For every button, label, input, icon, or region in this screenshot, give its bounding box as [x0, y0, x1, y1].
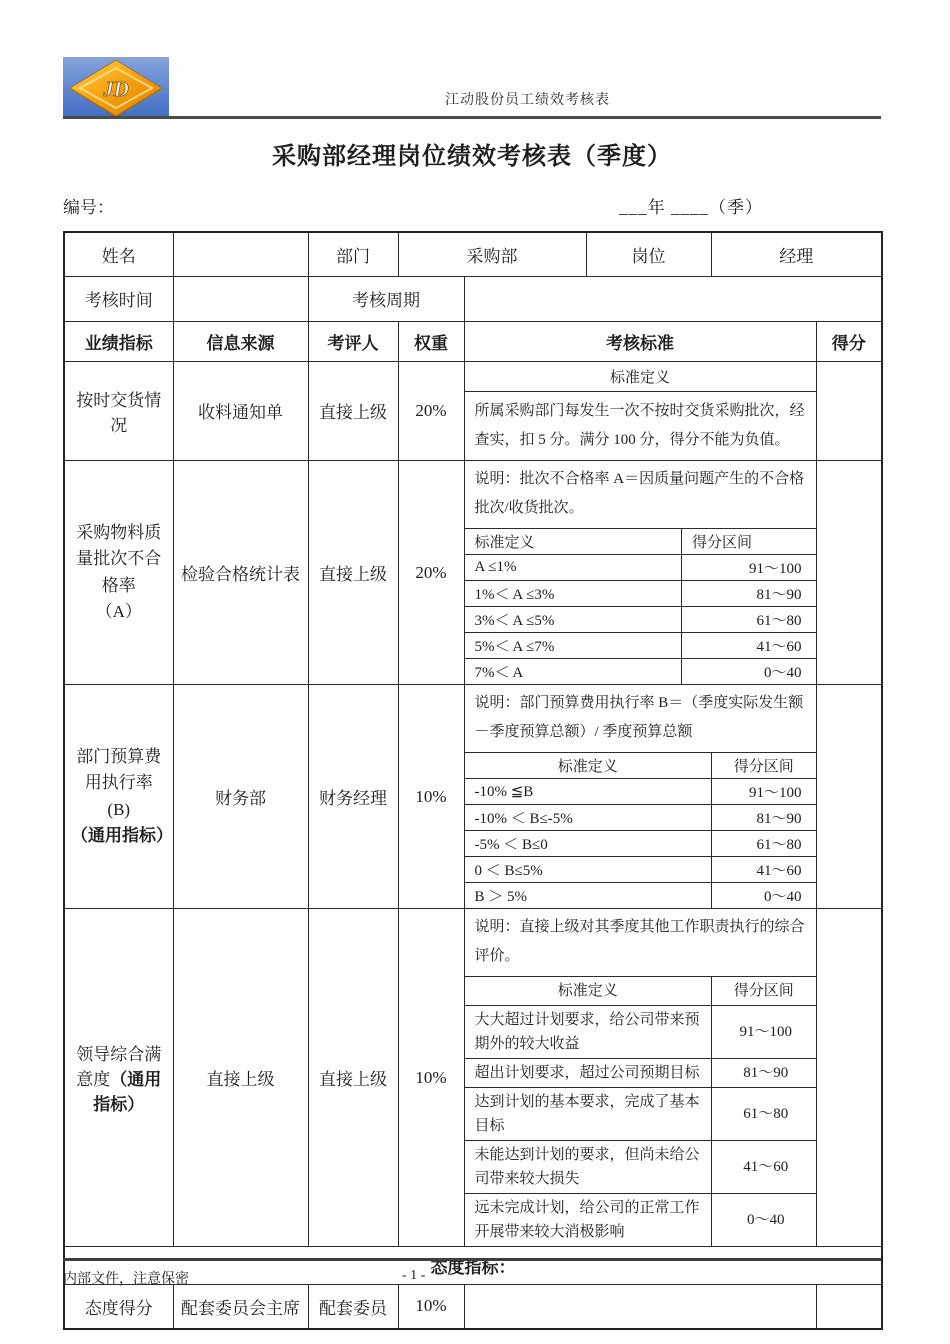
confidential-note: 内部文件，注意保密 — [63, 1272, 189, 1287]
indicator-name — [64, 685, 173, 909]
score-cell-blank[interactable] — [816, 1285, 882, 1329]
indicator-name-text: 领导综合满意度 — [76, 1045, 162, 1089]
indicator-row-delivery — [64, 361, 882, 461]
company-logo-icon — [63, 57, 169, 119]
subtable-row — [465, 555, 816, 581]
indicator-row-budget — [64, 685, 882, 909]
indicator-code: （A） — [95, 601, 142, 621]
dept-value: 采购部 — [398, 232, 586, 276]
indicator-standard — [464, 361, 816, 461]
indicator-name-text: 部门预算费用执行率 — [76, 746, 162, 793]
std-def-cell: -5% ＜ B≤0 — [465, 831, 712, 857]
indicator-row-quality — [64, 461, 882, 685]
info-row-1 — [64, 232, 882, 276]
year-quarter-blank[interactable]: ___年 ____（季） — [619, 198, 763, 217]
indicator-code: (B) — [107, 799, 131, 819]
svg-text:JD: JD — [103, 77, 129, 101]
attitude-section-label: 态度指标： — [64, 1247, 882, 1285]
std-def-header: 标准定义 — [474, 535, 535, 551]
score-range-cell: 91～100 — [682, 555, 816, 581]
subtable-row — [465, 857, 816, 883]
score-range-cell: 41～60 — [682, 633, 816, 659]
score-range-cell: 0～40 — [682, 659, 816, 685]
score-cell-blank[interactable] — [816, 685, 882, 909]
position-label: 岗位 — [586, 232, 711, 276]
std-def-cell: -10% ≦B — [465, 779, 712, 805]
attitude-evaluator: 配套委员 — [308, 1285, 398, 1329]
score-range-cell: 0～40 — [712, 1194, 816, 1247]
indicator-name-text: 采购物料质量批次不合格率 — [76, 522, 162, 595]
score-cell-blank[interactable] — [816, 361, 882, 461]
info-row-2 — [64, 276, 882, 321]
subtable-row — [465, 1059, 816, 1088]
attitude-weight: 10% — [398, 1285, 464, 1329]
attitude-row-label: 态度得分 — [64, 1285, 173, 1329]
std-def-cell: 达到计划的基本要求，完成了基本目标 — [465, 1088, 712, 1141]
std-def-cell: A ≤1% — [465, 555, 682, 581]
indicator-weight: 20% — [398, 361, 464, 461]
score-cell-blank[interactable] — [816, 461, 882, 685]
dept-label: 部门 — [308, 232, 398, 276]
subtable-row — [465, 1006, 816, 1059]
std-def-cell: 远未完成计划，给公司的正常工作开展带来较大消极影响 — [465, 1194, 712, 1247]
standard-note: 说明：批次不合格率 A＝因质量问题产生的不合格批次/收货批次。 — [465, 461, 816, 529]
attitude-standard-blank[interactable] — [464, 1285, 816, 1329]
subtable-header-row — [465, 529, 816, 555]
col-header-source: 信息来源 — [173, 321, 308, 361]
std-def-cell: 5%＜ A ≤7% — [465, 633, 682, 659]
subtable-row — [465, 633, 816, 659]
page-number: - 1 - — [402, 1268, 426, 1283]
col-header-score: 得分 — [816, 321, 882, 361]
indicator-source: 直接上级 — [173, 909, 308, 1247]
indicator-evaluator: 财务经理 — [308, 685, 398, 909]
subtable-row — [465, 779, 816, 805]
score-range-cell: 81～90 — [712, 805, 816, 831]
standard-definition-header: 标准定义 — [465, 362, 816, 392]
score-range-header: 得分区间 — [712, 977, 816, 1006]
std-def-cell: 0 ＜ B≤5% — [465, 857, 712, 883]
score-range-cell: 41～60 — [712, 857, 816, 883]
score-range-cell: 61～80 — [682, 607, 816, 633]
score-range-cell: 81～90 — [712, 1059, 816, 1088]
score-range-header: 得分区间 — [682, 529, 816, 555]
std-def-cell: -10% ＜ B≤-5% — [465, 805, 712, 831]
subtable-row — [465, 805, 816, 831]
std-def-cell: 大大超过计划要求，给公司带来预期外的较大收益 — [465, 1006, 712, 1059]
subtable-row — [465, 1141, 816, 1194]
indicator-weight: 20% — [398, 461, 464, 685]
number-row — [63, 193, 881, 218]
indicator-source: 财务部 — [173, 685, 308, 909]
number-label: 编号： — [63, 198, 114, 217]
subtable-row — [465, 581, 816, 607]
page-footer — [63, 1258, 881, 1288]
page-title: 采购部经理岗位绩效考核表（季度） — [272, 144, 672, 170]
indicator-evaluator: 直接上级 — [308, 461, 398, 685]
standard-description: 所属采购部门每发生一次不按时交货采购批次，经查实，扣 5 分。满分 100 分，得分不能为负值。 — [474, 402, 805, 448]
indicator-tag: （通用指标） — [71, 825, 173, 845]
score-range-cell: 0～40 — [712, 883, 816, 909]
subtable-row — [465, 1194, 816, 1247]
std-def-cell: 超出计划要求，超过公司预期目标 — [465, 1059, 712, 1088]
indicator-row-satisfaction — [64, 909, 882, 1247]
indicator-standard — [464, 909, 816, 1247]
name-label: 姓名 — [64, 232, 173, 276]
indicator-name — [64, 461, 173, 685]
indicator-source: 收料通知单 — [173, 361, 308, 461]
score-range-subtable — [465, 977, 816, 1246]
position-value: 经理 — [711, 232, 882, 276]
header-rule — [63, 116, 881, 119]
time-label: 考核时间 — [64, 276, 173, 321]
attitude-score-row — [64, 1285, 882, 1329]
page-header — [63, 0, 881, 119]
std-def-cell: 未能达到计划的要求，但尚未给公司带来较大损失 — [465, 1141, 712, 1194]
time-value-blank[interactable] — [173, 276, 308, 321]
score-range-cell: 41～60 — [712, 1141, 816, 1194]
period-value-blank[interactable] — [464, 276, 882, 321]
column-header-row — [64, 321, 882, 361]
score-range-header: 得分区间 — [712, 753, 816, 779]
attitude-source: 配套委员会主席 — [173, 1285, 308, 1329]
std-def-header: 标准定义 — [557, 759, 618, 775]
subtable-header-row — [465, 753, 816, 779]
indicator-weight: 10% — [398, 909, 464, 1247]
score-cell-blank[interactable] — [816, 909, 882, 1247]
indicator-standard — [464, 685, 816, 909]
col-header-weight: 权重 — [398, 321, 464, 361]
subtable-row — [465, 831, 816, 857]
standard-note: 说明：部门预算费用执行率 B＝（季度实际发生额－季度预算总额）/ 季度预算总额 — [465, 685, 816, 753]
col-header-evaluator: 考评人 — [308, 321, 398, 361]
subtable-row — [465, 883, 816, 909]
indicator-weight: 10% — [398, 685, 464, 909]
score-range-cell: 61～80 — [712, 1088, 816, 1141]
score-range-cell: 81～90 — [682, 581, 816, 607]
subtable-row — [465, 1088, 816, 1141]
evaluation-table — [63, 231, 883, 1330]
indicator-evaluator: 直接上级 — [308, 361, 398, 461]
std-def-cell: 3%＜ A ≤5% — [465, 607, 682, 633]
std-def-header: 标准定义 — [557, 983, 618, 999]
indicator-tag: （通用指标） — [93, 1070, 162, 1114]
subtable-header-row — [465, 977, 816, 1006]
period-label: 考核周期 — [308, 276, 464, 321]
score-range-cell: 61～80 — [712, 831, 816, 857]
indicator-evaluator: 直接上级 — [308, 909, 398, 1247]
standard-note: 说明：直接上级对其季度其他工作职责执行的综合评价。 — [465, 909, 816, 977]
subtable-row — [465, 607, 816, 633]
score-range-cell: 91～100 — [712, 1006, 816, 1059]
score-range-subtable — [465, 753, 816, 908]
std-def-cell: 1%＜ A ≤3% — [465, 581, 682, 607]
score-range-subtable — [465, 529, 816, 684]
std-def-cell: B ＞ 5% — [465, 883, 712, 909]
document-header-text: 江动股份员工绩效考核表 — [445, 93, 610, 108]
indicator-source: 检验合格统计表 — [173, 461, 308, 685]
name-value-blank[interactable] — [173, 232, 308, 276]
indicator-standard — [464, 461, 816, 685]
col-header-standard: 考核标准 — [464, 321, 816, 361]
std-def-cell: 7%＜ A — [465, 659, 682, 685]
indicator-name — [64, 909, 173, 1247]
score-range-cell: 91～100 — [712, 779, 816, 805]
indicator-name: 按时交货情况 — [64, 361, 173, 461]
col-header-indicator: 业绩指标 — [64, 321, 173, 361]
subtable-row — [465, 659, 816, 685]
